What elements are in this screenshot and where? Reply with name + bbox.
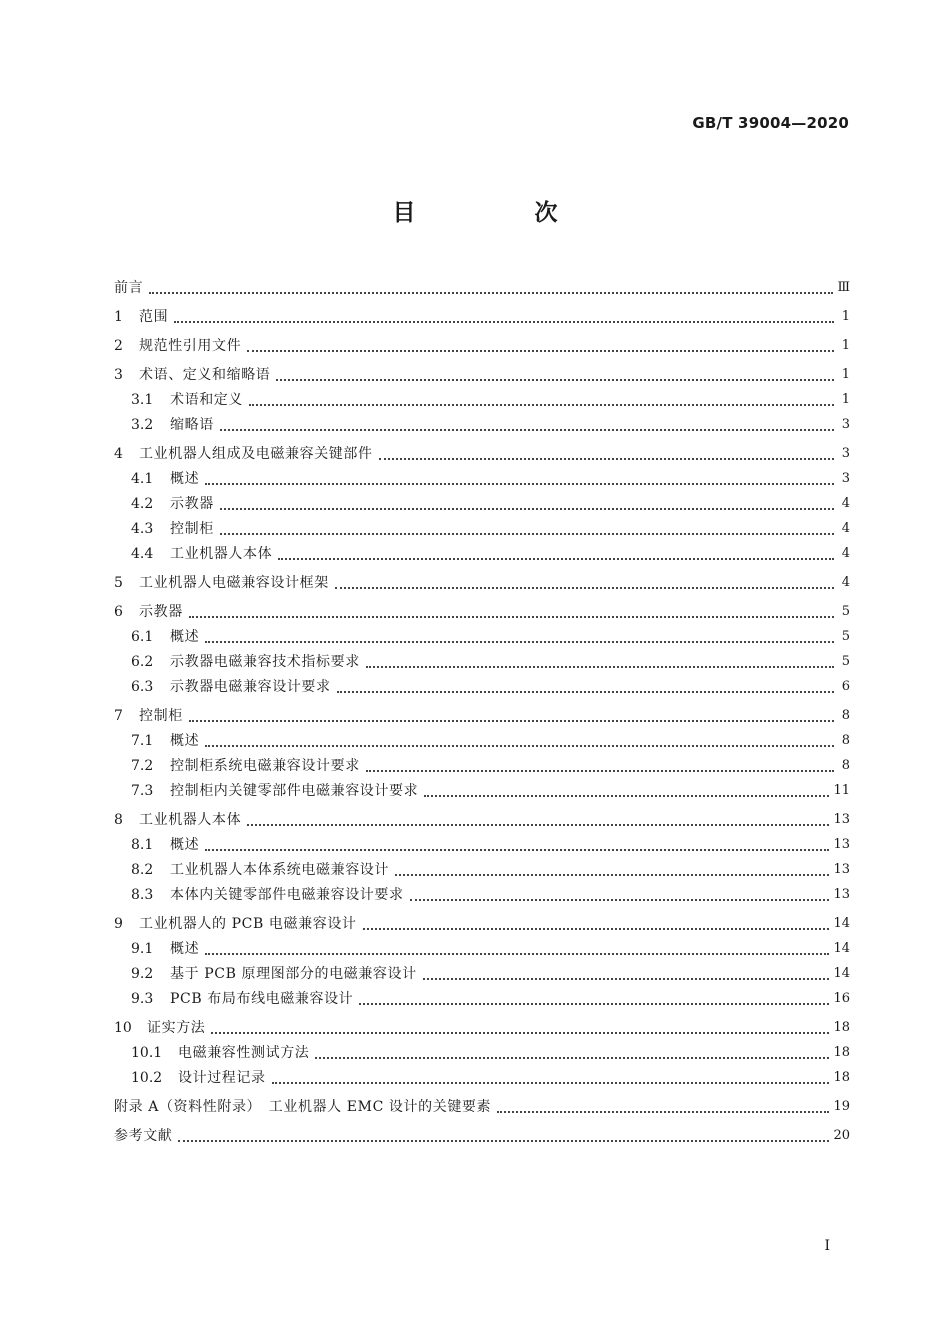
toc-dot-leader	[379, 458, 834, 460]
toc-entry-label: 工业机器人本体系统电磁兼容设计	[170, 862, 389, 878]
toc-entry-page: 18	[833, 1070, 850, 1085]
toc-entry-page: 13	[833, 812, 850, 827]
toc-entry[interactable]	[114, 646, 850, 671]
toc-dot-leader	[276, 379, 834, 381]
toc-entry-label: 示教器电磁兼容设计要求	[170, 679, 331, 695]
toc-entry-label: 工业机器人电磁兼容设计框架	[139, 575, 329, 591]
toc-entry-page: 4	[841, 496, 850, 511]
toc-entry[interactable]	[114, 904, 850, 933]
toc-dot-leader	[247, 350, 834, 352]
toc-entry-label: 示教器	[139, 604, 183, 620]
toc-entry[interactable]	[114, 463, 850, 488]
toc-entry-number: 6	[114, 604, 123, 620]
toc-entry[interactable]	[114, 1062, 850, 1087]
toc-entry-page: 14	[833, 941, 850, 956]
toc-entry-page: 1	[841, 309, 850, 324]
toc-entry-page: 6	[841, 679, 850, 694]
toc-entry-page: 20	[833, 1128, 850, 1143]
toc-entry[interactable]	[114, 488, 850, 513]
toc-dot-leader	[211, 1032, 829, 1034]
toc-entry-number: 8.1	[131, 837, 154, 853]
toc-dot-leader	[174, 321, 834, 323]
toc-entry-page: 3	[841, 417, 850, 432]
toc-entry-number: 9.2	[131, 966, 154, 982]
toc-dot-leader	[205, 641, 834, 643]
toc-entry-label: 工业机器人组成及电磁兼容关键部件	[139, 446, 373, 462]
toc-entry-page: 8	[841, 708, 850, 723]
toc-entry-page: 8	[841, 758, 850, 773]
toc-dot-leader	[220, 429, 834, 431]
toc-entry-number: 8	[114, 812, 123, 828]
toc-entry[interactable]	[114, 1116, 850, 1145]
toc-entry-page: Ⅲ	[837, 280, 850, 295]
toc-entry-label: 前言	[114, 280, 144, 296]
toc-entry-label: 基于 PCB 原理图部分的电磁兼容设计	[170, 966, 417, 982]
toc-entry[interactable]	[114, 592, 850, 621]
page-folio: Ⅰ	[824, 1238, 830, 1254]
toc-dot-leader	[272, 1082, 830, 1084]
toc-dot-leader	[366, 666, 834, 668]
toc-entry[interactable]	[114, 775, 850, 800]
toc-entry-label: 参考文献	[114, 1128, 173, 1144]
toc-entry-number: 3.2	[131, 417, 154, 433]
toc-entry[interactable]	[114, 1037, 850, 1062]
toc-entry-number: 7.2	[131, 758, 154, 774]
toc-entry[interactable]	[114, 268, 850, 297]
toc-entry[interactable]	[114, 696, 850, 725]
toc-entry-page: 1	[841, 338, 850, 353]
toc-entry[interactable]	[114, 297, 850, 326]
toc-entry-label: 工业机器人本体	[139, 812, 242, 828]
toc-entry-page: 5	[841, 629, 850, 644]
toc-entry[interactable]	[114, 355, 850, 384]
toc-entry-label: 范围	[139, 309, 169, 325]
toc-entry-number: 9.1	[131, 941, 154, 957]
toc-dot-leader	[335, 587, 834, 589]
toc-entry[interactable]	[114, 538, 850, 563]
toc-dot-leader	[205, 953, 829, 955]
toc-entry[interactable]	[114, 409, 850, 434]
toc-entry-label: 术语和定义	[170, 392, 243, 408]
toc-dot-leader	[424, 795, 829, 797]
toc-entry-page: 13	[833, 887, 850, 902]
toc-entry[interactable]	[114, 933, 850, 958]
toc-entry[interactable]	[114, 879, 850, 904]
toc-entry-page: 5	[841, 604, 850, 619]
toc-entry-page: 14	[833, 966, 850, 981]
toc-dot-leader	[149, 292, 833, 294]
toc-entry[interactable]	[114, 1008, 850, 1037]
toc-dot-leader	[189, 720, 834, 722]
toc-dot-leader	[249, 404, 834, 406]
toc-entry-number: 4.4	[131, 546, 154, 562]
toc-entry[interactable]	[114, 563, 850, 592]
toc-entry-number: 4.3	[131, 521, 154, 537]
toc-dot-leader	[410, 899, 830, 901]
toc-entry-page: 4	[841, 575, 850, 590]
toc-entry-number: 7.1	[131, 733, 154, 749]
toc-dot-leader	[220, 533, 834, 535]
toc-entry[interactable]	[114, 326, 850, 355]
toc-entry-page: 14	[833, 916, 850, 931]
toc-entry-label: 控制柜系统电磁兼容设计要求	[170, 758, 360, 774]
toc-entry-number: 6.3	[131, 679, 154, 695]
toc-entry-label: 概述	[170, 471, 200, 487]
toc-entry-page: 13	[833, 862, 850, 877]
toc-dot-leader	[359, 1003, 829, 1005]
toc-dot-leader	[363, 928, 830, 930]
standard-code: GB/T 39004—2020	[692, 114, 849, 132]
toc-entry-page: 4	[841, 521, 850, 536]
toc-dot-leader	[337, 691, 834, 693]
toc-entry-page: 11	[833, 783, 850, 798]
toc-entry-page: 13	[833, 837, 850, 852]
toc-entry[interactable]	[114, 1087, 850, 1116]
toc-dot-leader	[423, 978, 830, 980]
toc-entry-number: 1	[114, 309, 123, 325]
toc-entry[interactable]	[114, 750, 850, 775]
toc-dot-leader	[497, 1111, 829, 1113]
toc-dot-leader	[366, 770, 834, 772]
toc-entry-label: 概述	[170, 733, 200, 749]
toc-dot-leader	[395, 874, 829, 876]
toc-entry-number: 8.2	[131, 862, 154, 878]
toc-entry-label: 缩略语	[170, 417, 214, 433]
toc-dot-leader	[278, 558, 834, 560]
toc-entry-number: 7	[114, 708, 123, 724]
toc-entry-label: 示教器	[170, 496, 214, 512]
toc-entry-number: 8.3	[131, 887, 154, 903]
toc-entry-number: 3	[114, 367, 123, 383]
toc-entry[interactable]	[114, 829, 850, 854]
toc-entry-label: PCB 布局布线电磁兼容设计	[170, 991, 354, 1007]
table-of-contents	[114, 268, 850, 1145]
toc-entry-label: 本体内关键零部件电磁兼容设计要求	[170, 887, 404, 903]
toc-entry-page: 3	[841, 471, 850, 486]
toc-entry-label: 控制柜	[170, 521, 214, 537]
toc-entry-label: 电磁兼容性测试方法	[178, 1045, 310, 1061]
toc-entry[interactable]	[114, 983, 850, 1008]
toc-entry-number: 2	[114, 338, 123, 354]
toc-entry[interactable]	[114, 384, 850, 409]
toc-entry[interactable]	[114, 854, 850, 879]
page-title: 目 次	[392, 200, 606, 226]
toc-entry-label: 工业机器人的 PCB 电磁兼容设计	[139, 916, 357, 932]
toc-entry-label: 证实方法	[147, 1020, 206, 1036]
toc-dot-leader	[189, 616, 834, 618]
toc-entry-number: 10	[114, 1020, 132, 1036]
toc-entry-number: 5	[114, 575, 123, 591]
toc-entry[interactable]	[114, 725, 850, 750]
toc-entry-number: 3.1	[131, 392, 154, 408]
toc-entry-label: 概述	[170, 837, 200, 853]
toc-entry-page: 1	[841, 367, 850, 382]
toc-entry-page: 4	[841, 546, 850, 561]
toc-dot-leader	[178, 1140, 829, 1142]
toc-entry-label: 设计过程记录	[178, 1070, 266, 1086]
toc-entry-number: 9.3	[131, 991, 154, 1007]
toc-entry[interactable]	[114, 434, 850, 463]
toc-entry-number: 10.2	[131, 1070, 163, 1086]
toc-dot-leader	[205, 849, 829, 851]
toc-entry-page: 1	[841, 392, 850, 407]
toc-dot-leader	[205, 745, 834, 747]
toc-entry-page: 18	[833, 1045, 850, 1060]
toc-entry-label: 概述	[170, 629, 200, 645]
toc-dot-leader	[220, 508, 834, 510]
toc-entry-label: 术语、定义和缩略语	[139, 367, 271, 383]
toc-entry-number: 9	[114, 916, 123, 932]
toc-entry-page: 5	[841, 654, 850, 669]
toc-entry-page: 19	[833, 1099, 850, 1114]
toc-entry[interactable]	[114, 800, 850, 829]
toc-entry-number: 4	[114, 446, 123, 462]
toc-entry-page: 8	[841, 733, 850, 748]
toc-entry[interactable]	[114, 513, 850, 538]
toc-entry-number: 4.1	[131, 471, 154, 487]
toc-entry-label: 附录 A（资料性附录） 工业机器人 EMC 设计的关键要素	[114, 1099, 492, 1115]
toc-entry-label: 概述	[170, 941, 200, 957]
toc-entry-page: 18	[833, 1020, 850, 1035]
toc-entry-label: 示教器电磁兼容技术指标要求	[170, 654, 360, 670]
toc-entry[interactable]	[114, 671, 850, 696]
toc-entry-number: 6.1	[131, 629, 154, 645]
toc-entry-number: 6.2	[131, 654, 154, 670]
toc-entry-number: 7.3	[131, 783, 154, 799]
toc-entry-label: 规范性引用文件	[139, 338, 242, 354]
toc-entry-number: 4.2	[131, 496, 154, 512]
toc-entry-label: 控制柜内关键零部件电磁兼容设计要求	[170, 783, 419, 799]
toc-entry-page: 3	[841, 446, 850, 461]
toc-entry-number: 10.1	[131, 1045, 163, 1061]
toc-entry-label: 工业机器人本体	[170, 546, 273, 562]
toc-dot-leader	[247, 824, 829, 826]
toc-entry[interactable]	[114, 621, 850, 646]
toc-entry-label: 控制柜	[139, 708, 183, 724]
toc-entry[interactable]	[114, 958, 850, 983]
toc-entry-page: 16	[833, 991, 850, 1006]
toc-dot-leader	[205, 483, 834, 485]
toc-dot-leader	[315, 1057, 829, 1059]
